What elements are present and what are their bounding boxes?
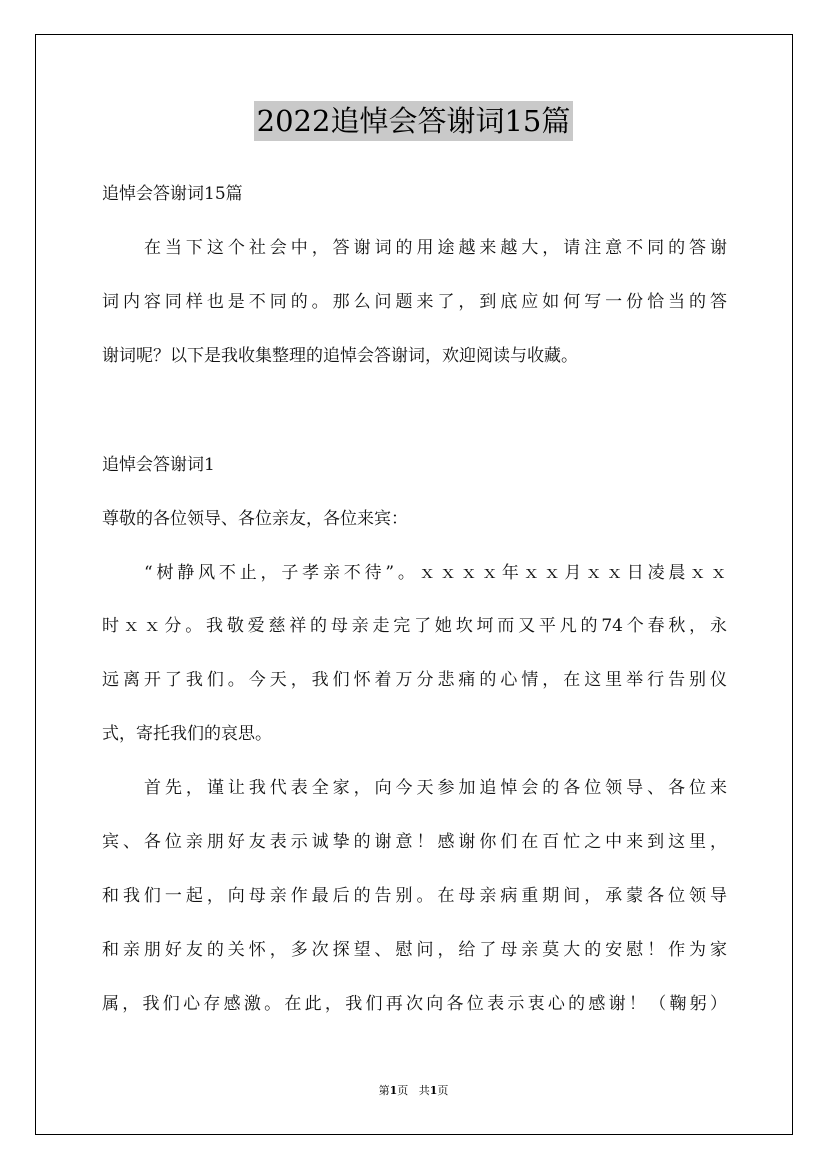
section-heading: 追悼会答谢词1 bbox=[102, 455, 215, 475]
footer-page-number: 1 bbox=[389, 1084, 398, 1097]
paragraph1-line-1: “树静风不止，子孝亲不待”。ｘｘｘｘ年ｘｘ月ｘｘ日凌晨ｘｘ bbox=[144, 563, 727, 583]
title-container bbox=[0, 101, 827, 141]
page-footer bbox=[0, 1083, 827, 1099]
footer-total-suffix: 页 bbox=[437, 1084, 449, 1097]
paragraph2-line-2: 宾、各位亲朋好友表示诚挚的谢意！感谢你们在百忙之中来到这里， bbox=[102, 832, 727, 852]
footer-total-number: 1 bbox=[429, 1084, 438, 1097]
paragraph2-line-4: 和亲朋好友的关怀，多次探望、慰问，给了母亲莫大的安慰！作为家 bbox=[102, 940, 727, 960]
paragraph1-line-2: 时ｘｘ分。我敬爱慈祥的母亲走完了她坎坷而又平凡的74个春秋，永 bbox=[102, 616, 727, 636]
footer-page-prefix: 第 bbox=[378, 1084, 390, 1097]
paragraph2-line-3: 和我们一起，向母亲作最后的告别。在母亲病重期间，承蒙各位领导 bbox=[102, 886, 727, 906]
footer-total-prefix: 共 bbox=[418, 1084, 430, 1097]
paragraph1-line-3: 远离开了我们。今天，我们怀着万分悲痛的心情，在这里举行告别仪 bbox=[102, 670, 727, 690]
intro-line-1: 在当下这个社会中，答谢词的用途越来越大，请注意不同的答谢 bbox=[144, 238, 727, 258]
footer-page-suffix: 页 bbox=[397, 1084, 409, 1097]
paragraph1-line-4: 式，寄托我们的哀思。 bbox=[102, 724, 272, 744]
paragraph2-line-1: 首先，谨让我代表全家，向今天参加追悼会的各位领导、各位来 bbox=[144, 778, 727, 798]
document-title: 2022追悼会答谢词15篇 bbox=[254, 101, 574, 141]
intro-line-2: 词内容同样也是不同的。那么问题来了，到底应如何写一份恰当的答 bbox=[102, 292, 727, 312]
salutation: 尊敬的各位领导、各位亲友，各位来宾： bbox=[102, 509, 408, 529]
document-subtitle: 追悼会答谢词15篇 bbox=[102, 184, 243, 204]
paragraph2-line-5: 属，我们心存感激。在此，我们再次向各位表示衷心的感谢！（鞠躬） bbox=[102, 994, 727, 1014]
intro-line-3: 谢词呢？以下是我收集整理的追悼会答谢词，欢迎阅读与收藏。 bbox=[102, 346, 578, 366]
